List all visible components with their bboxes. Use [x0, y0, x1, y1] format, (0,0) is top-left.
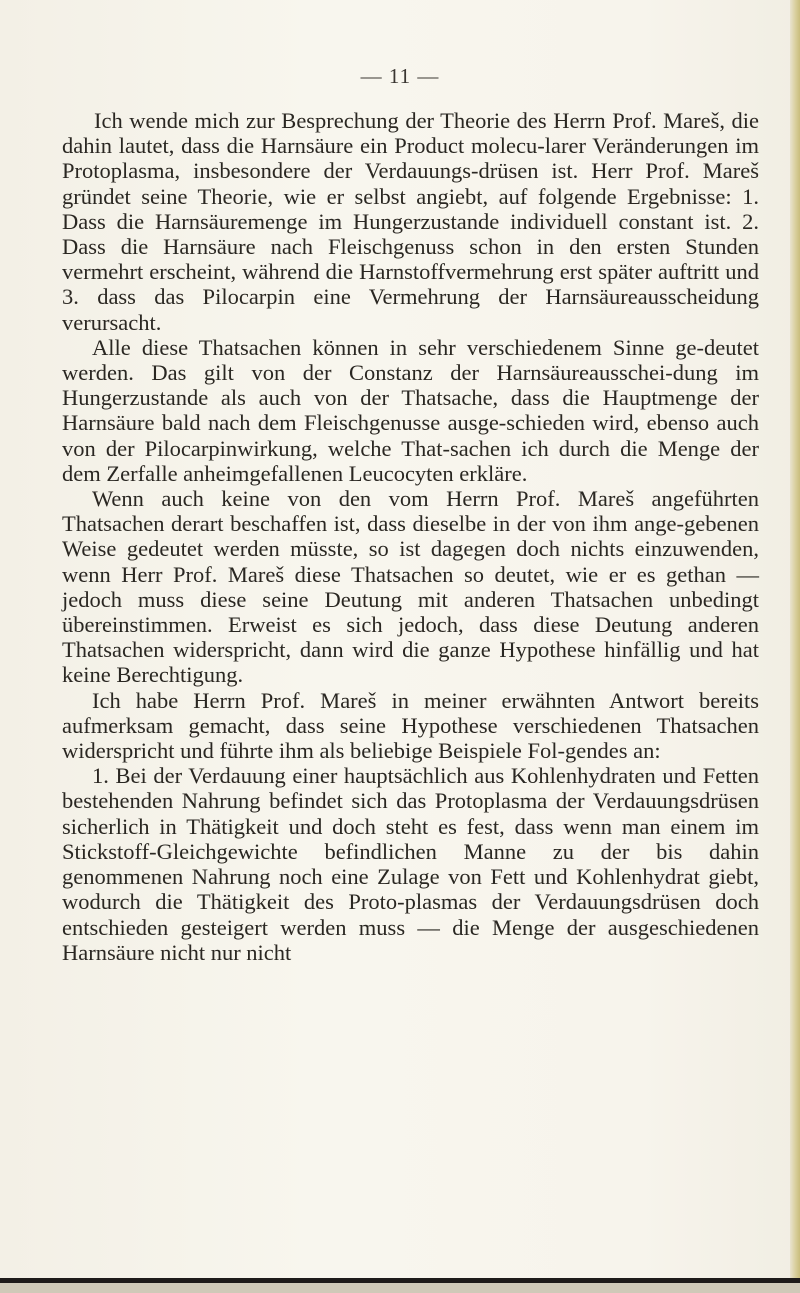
body-text: [62, 108, 759, 965]
paragraph-2: Alle diese Thatsachen können in sehr verschiedenem Sinne ge-deutet werden. Das gilt von der Constanz der Harnsäureausschei-dung im Hungerzustande als auch von der Thatsache, dass die Hauptmenge der Harnsäure bald nach dem Fleischgenusse ausge-schieden wird, ebenso auch von der Pilocarpinwirkung, welche That-sachen ich durch die Menge der dem Zerfalle anheimgefallenen Leucocyten erkläre.: [62, 334, 759, 486]
page-edge-shadow: [790, 0, 800, 1293]
paragraph-5: 1. Bei der Verdauung einer hauptsächlich aus Kohlenhydraten und Fetten bestehenden Nahrung befindet sich das Protoplasma der Verdauungsdrüsen sicherlich in Thätigkeit und doch steht es fest, dass wenn man einem im Stickstoff-Gleichgewichte befindlichen Manne zu der bis dahin genommenen Nahrung noch eine Zulage von Fett und Kohlenhydrat giebt, wodurch die Thätigkeit des Proto-plasmas der Verdauungsdrüsen doch entschieden gesteigert werden muss — die Menge der ausgeschiedenen Harnsäure nicht nur nicht: [62, 763, 759, 965]
bottom-page-margin: [0, 1283, 800, 1293]
paragraph-1: Ich wende mich zur Besprechung der Theorie des Herrn Prof. Mareš, die dahin lautet, dass die Harnsäure ein Product molecu-larer Veränderungen im Protoplasma, insbesondere der Verdauungs-drüsen ist. Herr Prof. Mareš gründet seine Theorie, wie er selbst angiebt, auf folgende Ergebnisse: 1. Dass die Harnsäuremenge im Hungerzustande individuell constant ist. 2. Dass die Harnsäure nach Fleischgenuss schon in den ersten Stunden vermehrt erscheint, während die Harnstoffvermehrung erst später auftritt und 3. dass das Pilocarpin eine Vermehrung der Harnsäureausscheidung verursacht.: [62, 108, 759, 335]
paragraph-3: Wenn auch keine von den vom Herrn Prof. Mareš angeführten Thatsachen derart beschaffen ist, dass dieselbe in der von ihm ange-gebenen Weise gedeutet werden müsste, so ist dagegen doch nichts einzuwenden, wenn Herr Prof. Mareš diese Thatsachen so deutet, wie er es gethan — jedoch muss diese seine Deutung mit anderen Thatsachen unbedingt übereinstimmen. Erweist es sich jedoch, dass diese Deutung anderen Thatsachen widerspricht, dann wird die ganze Hypothese hinfällig und hat keine Berechtigung.: [62, 486, 759, 688]
paragraph-4: Ich habe Herrn Prof. Mareš in meiner erwähnten Antwort bereits aufmerksam gemacht, dass seine Hypothese verschiedenen Thatsachen widerspricht und führte ihm als beliebige Beispiele Fol-gendes an:: [62, 687, 759, 764]
page-number: — 11 —: [360, 64, 440, 88]
